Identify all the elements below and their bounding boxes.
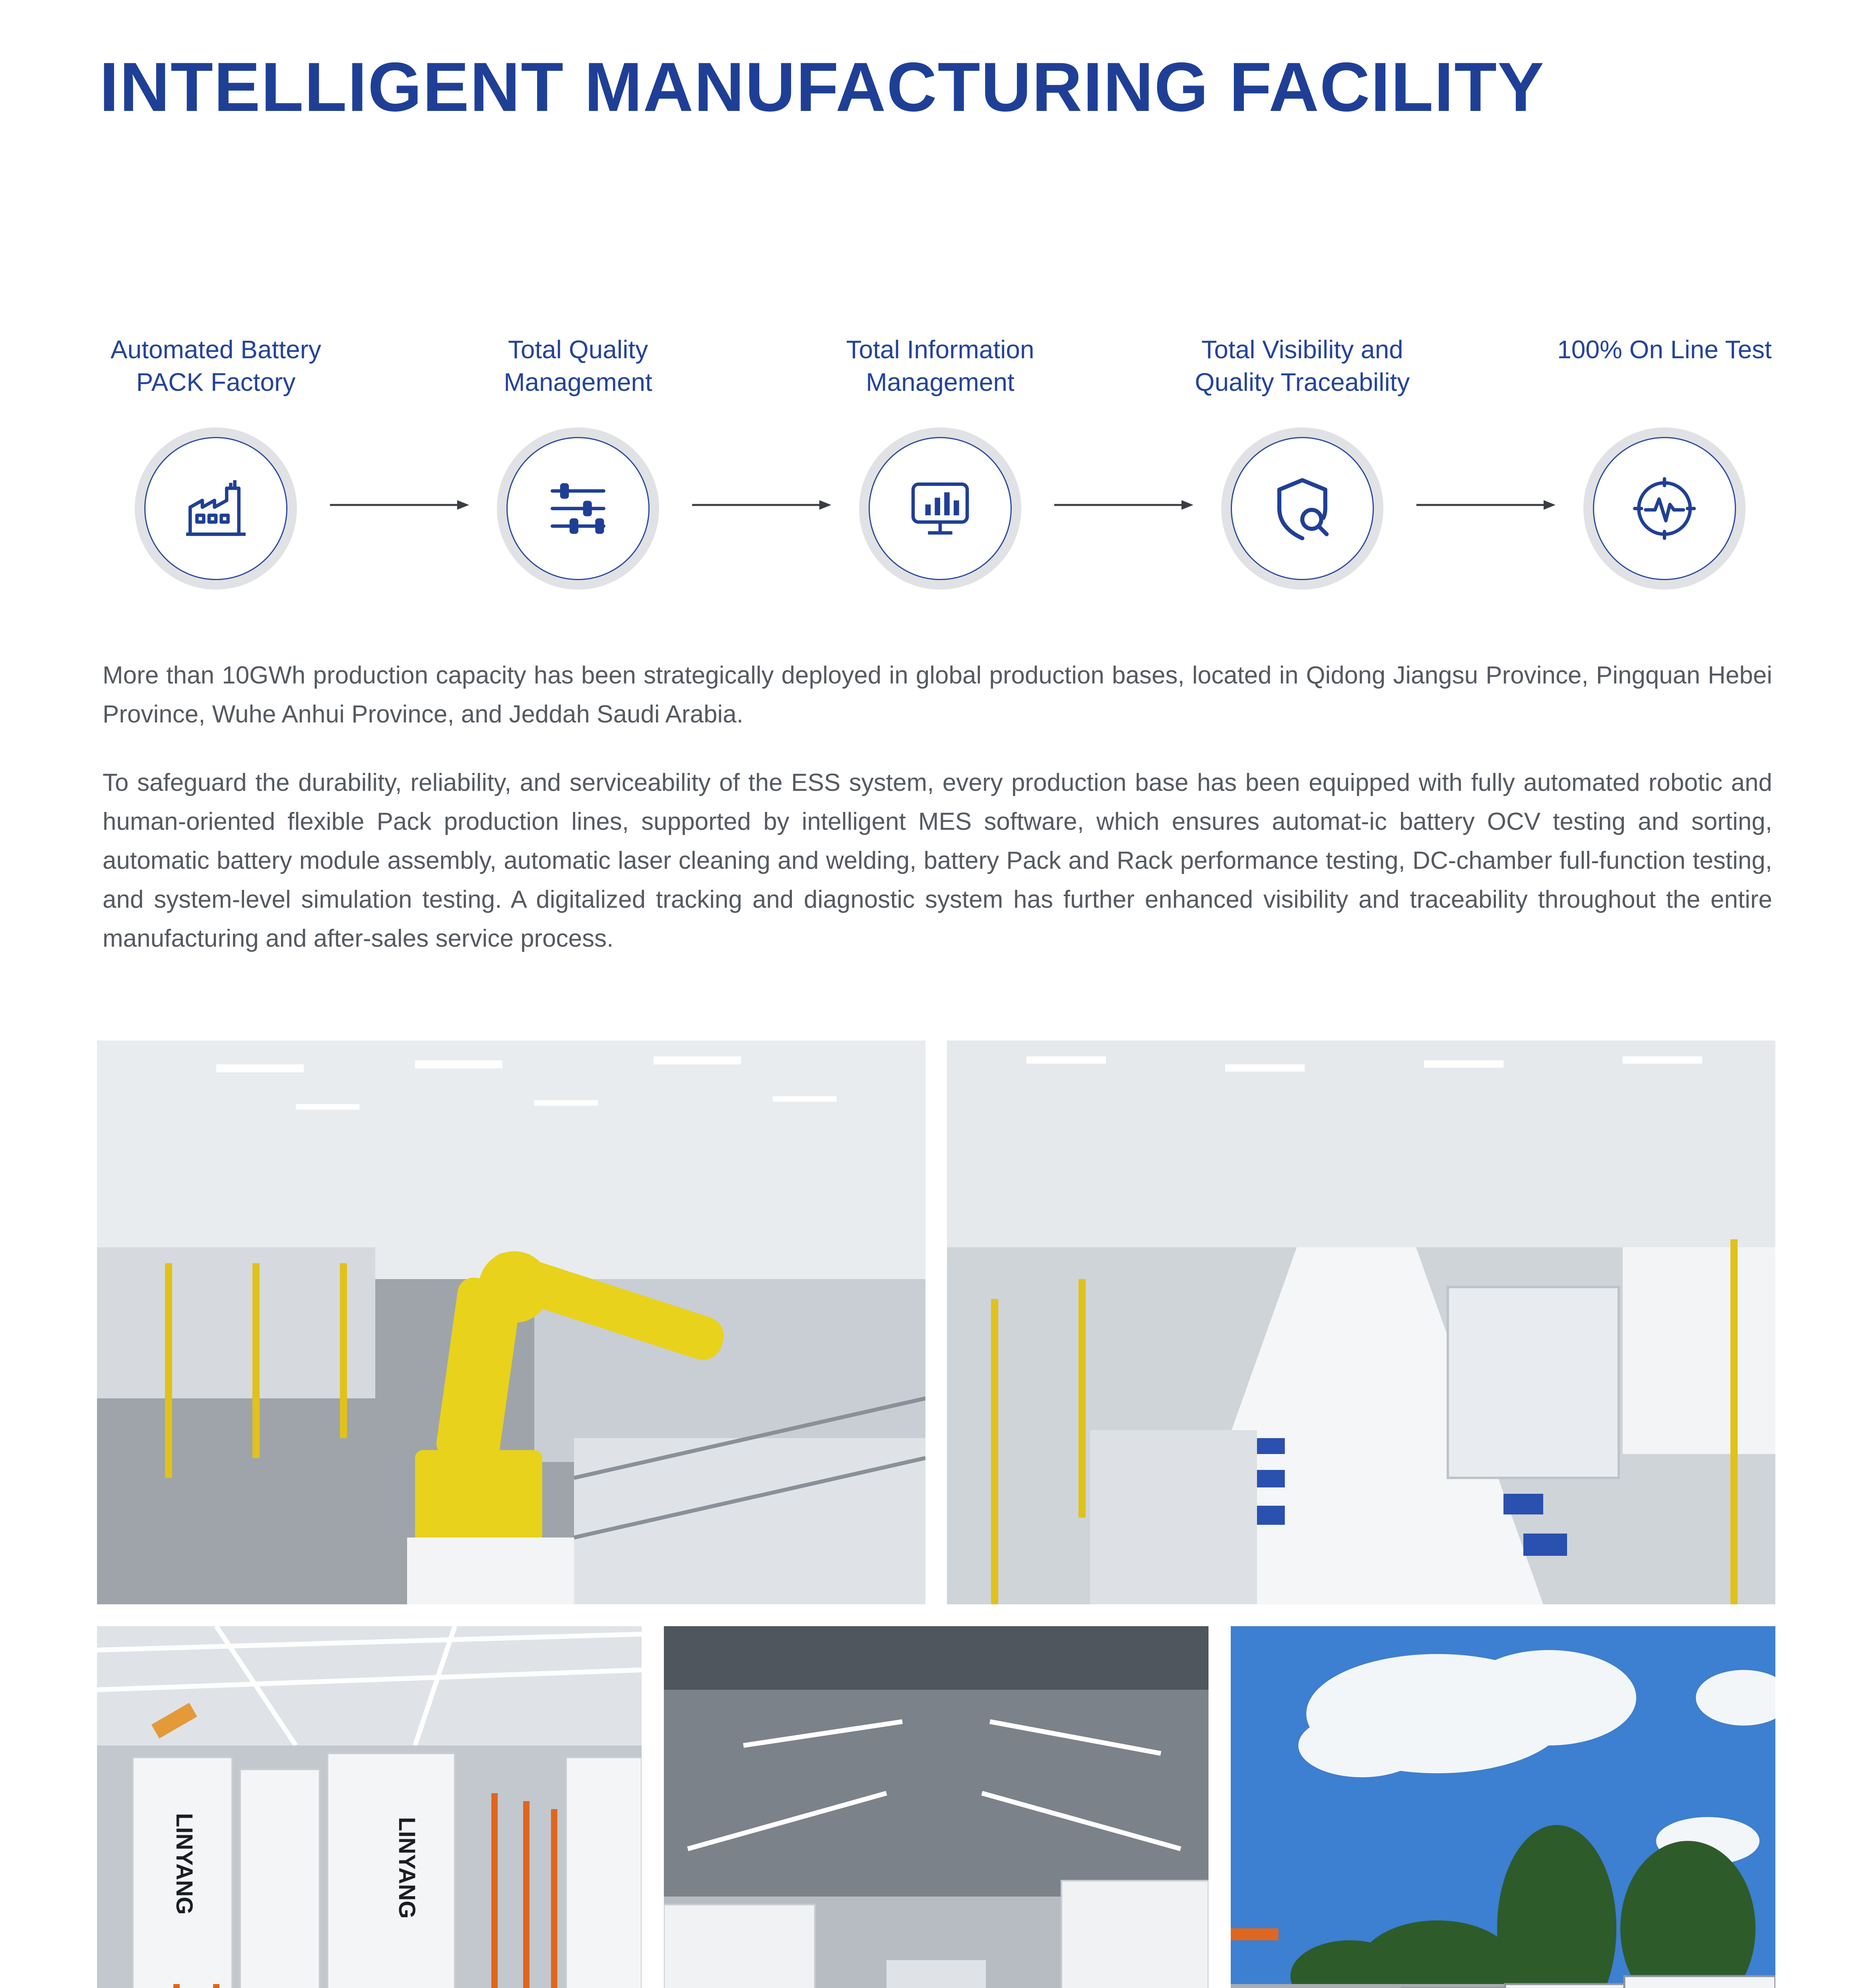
flow-arrow-3: [1054, 497, 1193, 513]
step-label-quality-management: Total Quality Management: [504, 335, 652, 396]
shield-search-icon: [1269, 475, 1336, 542]
photo-production-line: [947, 1041, 1775, 1604]
linyang-cabinet-brand: LINYANG: [394, 1817, 420, 1919]
step-circle-visibility-traceability: [1221, 427, 1383, 590]
photo-linyang-cabinet-line: [97, 1626, 642, 1988]
step-label-pack-factory: Automated Battery PACK Factory: [110, 335, 322, 396]
step-label-online-test: 100% On Line Test: [1557, 335, 1772, 364]
capacity-paragraph: More than 10GWh production capacity has been strategically deployed in global production bases, located in Qidong Jiangsu Province, Pingquan Hebei Province, Wuhe Anhui Province, and Jeddah Saudi Arabia.: [103, 662, 1772, 728]
step-label-information-management: Total Information Management: [846, 335, 1034, 396]
production-lines-paragraph: To safeguard the durability, reliability, and serviceability of the ESS system, every production base has been equipped with fully automated robotic and human-oriented flexible Pack production lines, supported by intelligent MES software, which ensures automat-ic battery OCV testing and sorting, automatic battery module assembly, automatic laser cleaning and welding, battery Pack and Rack performance testing, DC-chamber full-function testing, and system-level simulation testing. A digitalized tracking and diagnostic system has further enhanced visibility and traceability throughout the entire manufacturing and after-sales service process.: [103, 769, 1772, 952]
step-circle-information-management: [859, 427, 1021, 590]
step-circle-online-test: [1583, 427, 1746, 590]
photo-robot-arm-workshop: [97, 1041, 925, 1604]
pulse-target-icon: [1631, 475, 1698, 542]
step-circle-quality-management: [497, 427, 659, 590]
flow-arrow-1: [330, 497, 469, 513]
linyang-cabinet-brand: LINYANG: [171, 1813, 197, 1915]
monitor-chart-icon: [906, 475, 974, 542]
flow-arrow-4: [1416, 497, 1556, 513]
sliders-icon: [544, 475, 612, 542]
page-title: INTELLIGENT MANUFACTURING FACILITY: [99, 49, 1545, 126]
factory-icon: [182, 475, 250, 542]
flow-arrow-2: [692, 497, 831, 513]
step-circle-pack-factory: [135, 427, 297, 590]
step-label-visibility-traceability: Total Visibility and Quality Traceability: [1195, 335, 1410, 396]
photo-outdoor-containers: [1231, 1626, 1775, 1988]
photo-container-hall: [664, 1626, 1208, 1988]
